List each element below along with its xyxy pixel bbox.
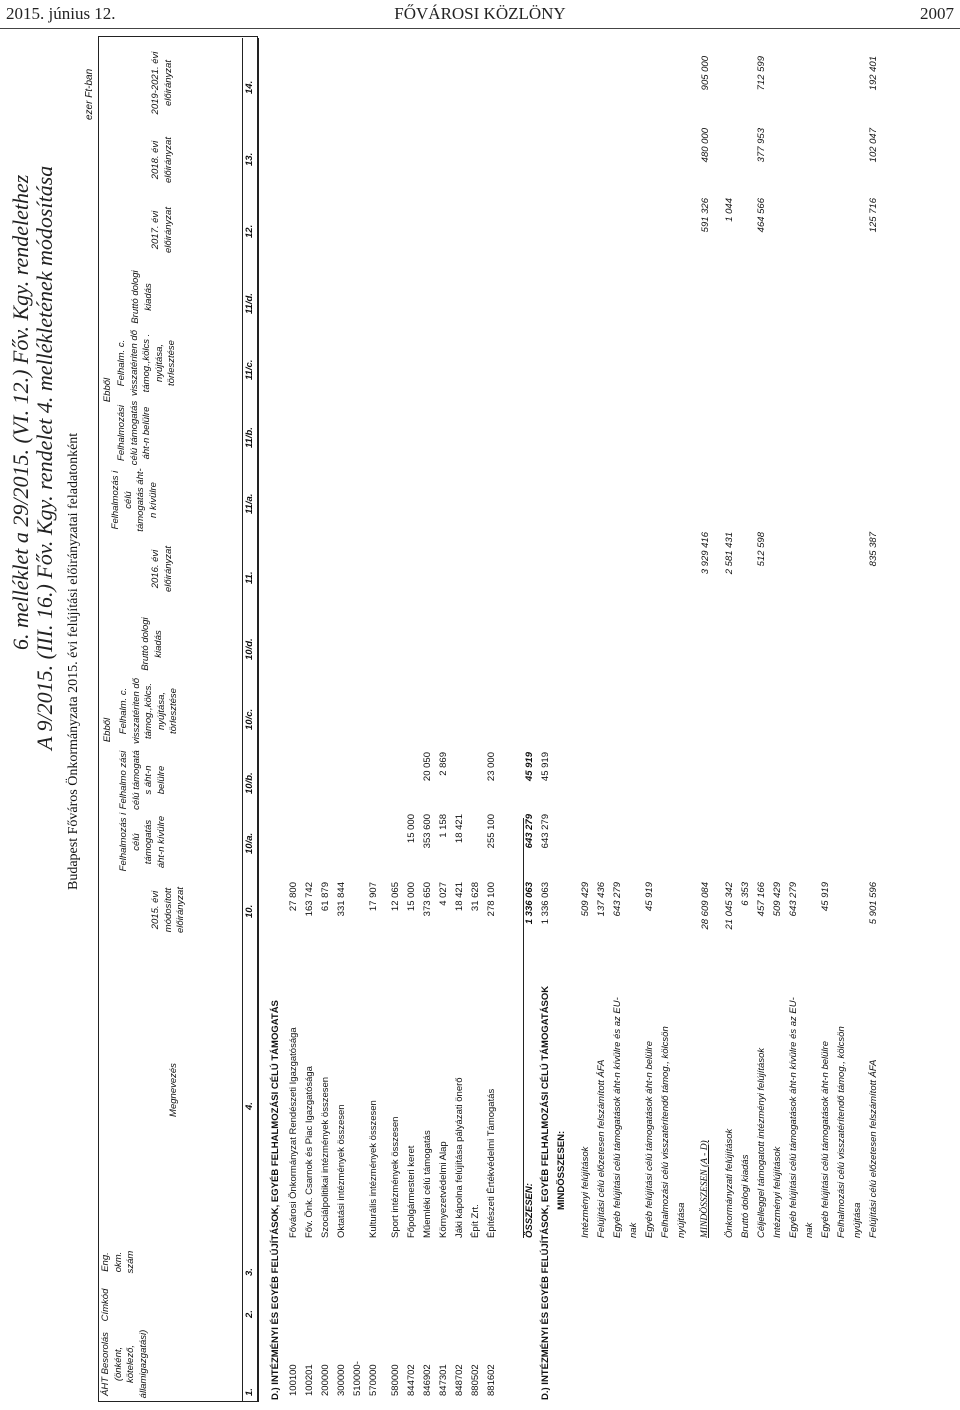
summary2-v10: 5 901 596	[868, 882, 879, 925]
row-v10: 15 000	[406, 882, 417, 912]
summary2-label: Intézményi felújítások	[772, 1146, 783, 1238]
column-number: 11.	[244, 571, 255, 584]
summary1-label: Egyéb felújítási célú támogatások áht-n kívülre és az EU-	[612, 997, 623, 1238]
summary1-label: nak	[628, 1222, 639, 1238]
summary2-label: Felhalmozási célú visszatérítendő támog., kölcsön	[836, 1026, 847, 1238]
row-code: 300000	[336, 1364, 347, 1396]
summary2-label: Egyéb felújítási célú támogatások áht-n belülre	[820, 1041, 831, 1238]
row-v10: 278 100	[486, 882, 497, 917]
summary2-v12: 1 044	[724, 198, 735, 222]
row-code: 580000	[390, 1364, 401, 1396]
summary2-v11: 512 598	[756, 532, 767, 567]
summary2-v12: 125 716	[868, 198, 879, 233]
summary2-v13: 102 047	[868, 128, 879, 163]
row-v10a: 15 000	[406, 814, 417, 844]
summary2-label: Céljelleggel támogatott intézményi felújítások	[756, 1047, 767, 1238]
summary2-label: nak	[804, 1222, 815, 1238]
grand-total-v13: 480 000	[700, 128, 711, 163]
row-v10: 4 027	[438, 882, 449, 906]
annex-note-line2: A 9/2015. (III. 16.) Főv. Kgy. rendelet 4. mellékletének módosítása	[32, 165, 57, 750]
header-2018: 2018. évi előirányzat	[150, 137, 174, 183]
header-eng-okm: Eng. okm. szám	[100, 1250, 136, 1274]
section-d2-subtitle: MINDÖSSZESEN:	[556, 1130, 567, 1210]
column-number: 10/b.	[244, 772, 255, 794]
header-11d: Bruttó dologi kiadás	[130, 270, 154, 324]
column-number: 11/a.	[244, 493, 255, 514]
row-v10a: 18 421	[454, 814, 465, 844]
summary1-v10: 643 279	[612, 882, 623, 917]
grand-total-v11: 3 929 416	[700, 532, 711, 575]
header-10a: Felhalmozás i célú támogatás áht-n kívülre	[118, 812, 167, 872]
summary1-v10: 137 436	[596, 882, 607, 917]
row-name: Főpolgármesteri keret	[406, 1145, 417, 1238]
section-d1-title: D.) INTÉZMÉNYI ÉS EGYÉB FELÚJÍTÁSOK, EGYÉB FELHALMOZÁSI CÉLÚ TÁMOGATÁS	[270, 1000, 281, 1400]
summary2-label: Felújítási célú előzetesen felszámított ÁFA	[868, 1059, 879, 1238]
d1-total-v10: 1 336 063	[524, 882, 535, 925]
row-code: 510000-	[352, 1361, 363, 1396]
header-2019: 2019-2021. évi előirányzat	[150, 51, 174, 115]
header-10b: Felhalmo zási célú támogatá s áht-n belülre	[118, 750, 167, 810]
d2-v10a: 643 279	[540, 814, 551, 849]
header-number-row-rule	[242, 38, 243, 1402]
row-code: 847301	[438, 1364, 449, 1396]
summary1-v10: 509 429	[580, 882, 591, 917]
d1-total-v10a: 643 279	[524, 814, 535, 849]
header-ebbol-2015: Ebből	[102, 717, 113, 743]
grand-total-label: MINDÖSSZESEN (A - D)	[700, 1140, 710, 1238]
row-v10: 163 742	[304, 882, 315, 917]
row-name: Építészeti Értékvédelmi Támogatás	[486, 1088, 497, 1238]
table-title: Budapest Főváros Önkormányzata 2015. évi felújítási előirányzatai feladatonként	[66, 432, 81, 890]
summary2-v10: 21 045 342	[724, 882, 735, 930]
column-number: 12.	[244, 224, 255, 238]
summary2-v10: 643 279	[788, 882, 799, 917]
row-code: 100201	[304, 1364, 315, 1396]
row-name: Szociálpolitikai intézmények összesen	[320, 1076, 331, 1238]
row-v10a: 255 100	[486, 814, 497, 849]
summary2-v10: 509 429	[772, 882, 783, 917]
header-bottom-rule	[257, 38, 259, 1402]
header-publication: FŐVÁROSI KÖZLÖNY	[394, 4, 566, 23]
row-v10: 27 800	[288, 882, 299, 912]
row-name: Műemléki célú támogatás	[422, 1130, 433, 1238]
row-v10a: 1 158	[438, 814, 449, 838]
row-name: Sport intézmények összesen	[390, 1116, 401, 1238]
section-d2-title: D.) INTÉZMÉNYI ÉS EGYÉB FELÚJÍTÁSOK, EGYÉB FELHALMOZÁSI CÉLÚ TÁMOGATÁSOK	[540, 985, 551, 1400]
row-name: Főv. Önk. Csarnok és Piac Igazgatósága	[304, 1066, 315, 1238]
header-ebbol-2016: Ebből	[102, 377, 113, 403]
row-code: 570000	[368, 1364, 379, 1396]
row-code: 881602	[486, 1364, 497, 1396]
row-v10b: 20 050	[422, 752, 433, 782]
row-name: Jáki kápolna felújítása pályázati önerő	[454, 1077, 465, 1238]
summary2-label: Bruttó dologi kiadás	[740, 1154, 751, 1238]
d1-total-rule	[523, 818, 524, 1238]
annex-note-line1: 6. melléklet a 29/2015. (VI. 12.) Főv. Kgy. rendelethez	[8, 174, 33, 650]
header-2017: 2017. évi előirányzat	[150, 207, 174, 253]
column-number: 11/c.	[244, 359, 255, 380]
row-v10: 61 879	[320, 882, 331, 912]
summary2-v10: 45 919	[820, 882, 831, 912]
d1-total-v10b: 45 919	[524, 752, 535, 782]
summary2-v10: 457 166	[756, 882, 767, 917]
row-code: 848702	[454, 1364, 465, 1396]
summary2-label: nyújtása	[852, 1202, 863, 1238]
header-date: 2015. június 12.	[6, 4, 116, 23]
page-header	[0, 0, 960, 28]
row-v10: 18 421	[454, 882, 465, 912]
column-number: 14.	[244, 80, 255, 94]
summary2-v14: 712 599	[756, 56, 767, 91]
summary2-label: Egyéb felújítási célú támogatások áht-n kívülre és az EU-	[788, 997, 799, 1238]
header-megnevezes: Megnevezés	[168, 1063, 179, 1117]
summary2-v11: 2 581 431	[724, 532, 735, 575]
header-10c: Felhalm. c. visszatériten dő támog.,kölcs. nyújtása, törlesztése	[118, 678, 179, 745]
row-name: Épít Zrt.	[470, 1204, 481, 1238]
row-v10: 17 907	[368, 882, 379, 912]
header-page-number: 2007	[920, 4, 954, 23]
header-11b: Felhalmozási célú támogatás áht-n belülre	[116, 400, 152, 466]
summary2-v14: 192 401	[868, 56, 879, 91]
row-code: 200000	[320, 1364, 331, 1396]
header-11c: Felhalm. c. visszatériten dő támog.,kölcs . nyújtása, törlesztése	[116, 330, 177, 397]
row-v10a: 353 600	[422, 814, 433, 849]
summary1-label: nyújtása	[676, 1202, 687, 1238]
column-number: 1.	[244, 1388, 255, 1396]
summary1-label: Felújítási célú előzetesen felszámított ÁFA	[596, 1059, 607, 1238]
column-number: 11/d.	[244, 293, 255, 314]
row-v10: 331 844	[336, 882, 347, 917]
summary2-v13: 377 953	[756, 128, 767, 163]
column-number: 11/b.	[244, 427, 255, 448]
row-code: 844702	[406, 1364, 417, 1396]
summary1-label: Intézményi felújítások	[580, 1146, 591, 1238]
row-code: 880502	[470, 1364, 481, 1396]
column-number: 4.	[244, 1102, 255, 1110]
column-number: 13.	[244, 152, 255, 166]
row-v10b: 2 869	[438, 752, 449, 776]
header-rule	[0, 28, 960, 29]
row-code: 100100	[288, 1364, 299, 1396]
summary1-v10: 45 919	[644, 882, 655, 912]
unit-label: ezer Ft-ban	[84, 68, 95, 120]
row-name: Fővárosi Önkormányzat Rendészeti Igazgatósága	[288, 1027, 299, 1238]
row-name: Környezetvédelmi Alap	[438, 1141, 449, 1238]
grand-total-v10: 28 609 084	[700, 882, 711, 930]
column-number: 10.	[244, 904, 255, 918]
d1-total-label: ÖSSZESEN:	[524, 1183, 535, 1238]
row-name: Oktatási intézmények összesen	[336, 1104, 347, 1238]
column-number: 10/c.	[244, 708, 255, 730]
header-2015: 2015. évi módosított előirányzat	[150, 887, 186, 933]
summary2-v11: 835 387	[868, 532, 879, 567]
header-aht: ÁHT Besorolás (önként, kötelező, államigazgatási)	[100, 1329, 149, 1399]
d2-v10b: 45 919	[540, 752, 551, 782]
header-cimkod: Címkód	[100, 1288, 111, 1322]
row-v10: 12 065	[390, 882, 401, 912]
summary2-v10: 6 353	[740, 882, 751, 906]
grand-total-v14: 905 000	[700, 56, 711, 91]
summary2-v12: 464 566	[756, 198, 767, 233]
summary2-label: Önkormányzati felújítások	[724, 1128, 735, 1238]
column-number: 3.	[244, 1268, 255, 1276]
d2-v10: 1 336 063	[540, 882, 551, 925]
row-name: Kulturális intézmények összesen	[368, 1100, 379, 1238]
column-number: 10/d.	[244, 638, 255, 660]
header-2016: 2016. évi előirányzat	[150, 546, 174, 592]
row-v10: 373 650	[422, 882, 433, 917]
row-code: 846902	[422, 1364, 433, 1396]
header-11a: Felhalmozás i célú támogatás áht-n kívülre	[110, 468, 159, 532]
summary1-label: Egyéb felújítási célú támogatások áht-n belülre	[644, 1041, 655, 1238]
column-number: 10/a.	[244, 832, 255, 854]
summary1-label: Felhalmozási célú visszatérítendő támog., kölcsön	[660, 1026, 671, 1238]
row-v10b: 23 000	[486, 752, 497, 782]
header-10d: Bruttó dologi kiadás	[140, 617, 164, 671]
grand-total-v12: 591 326	[700, 198, 711, 233]
row-v10: 31 628	[470, 882, 481, 912]
rotated-table-page	[0, 30, 960, 1410]
column-number: 2.	[244, 1310, 255, 1318]
